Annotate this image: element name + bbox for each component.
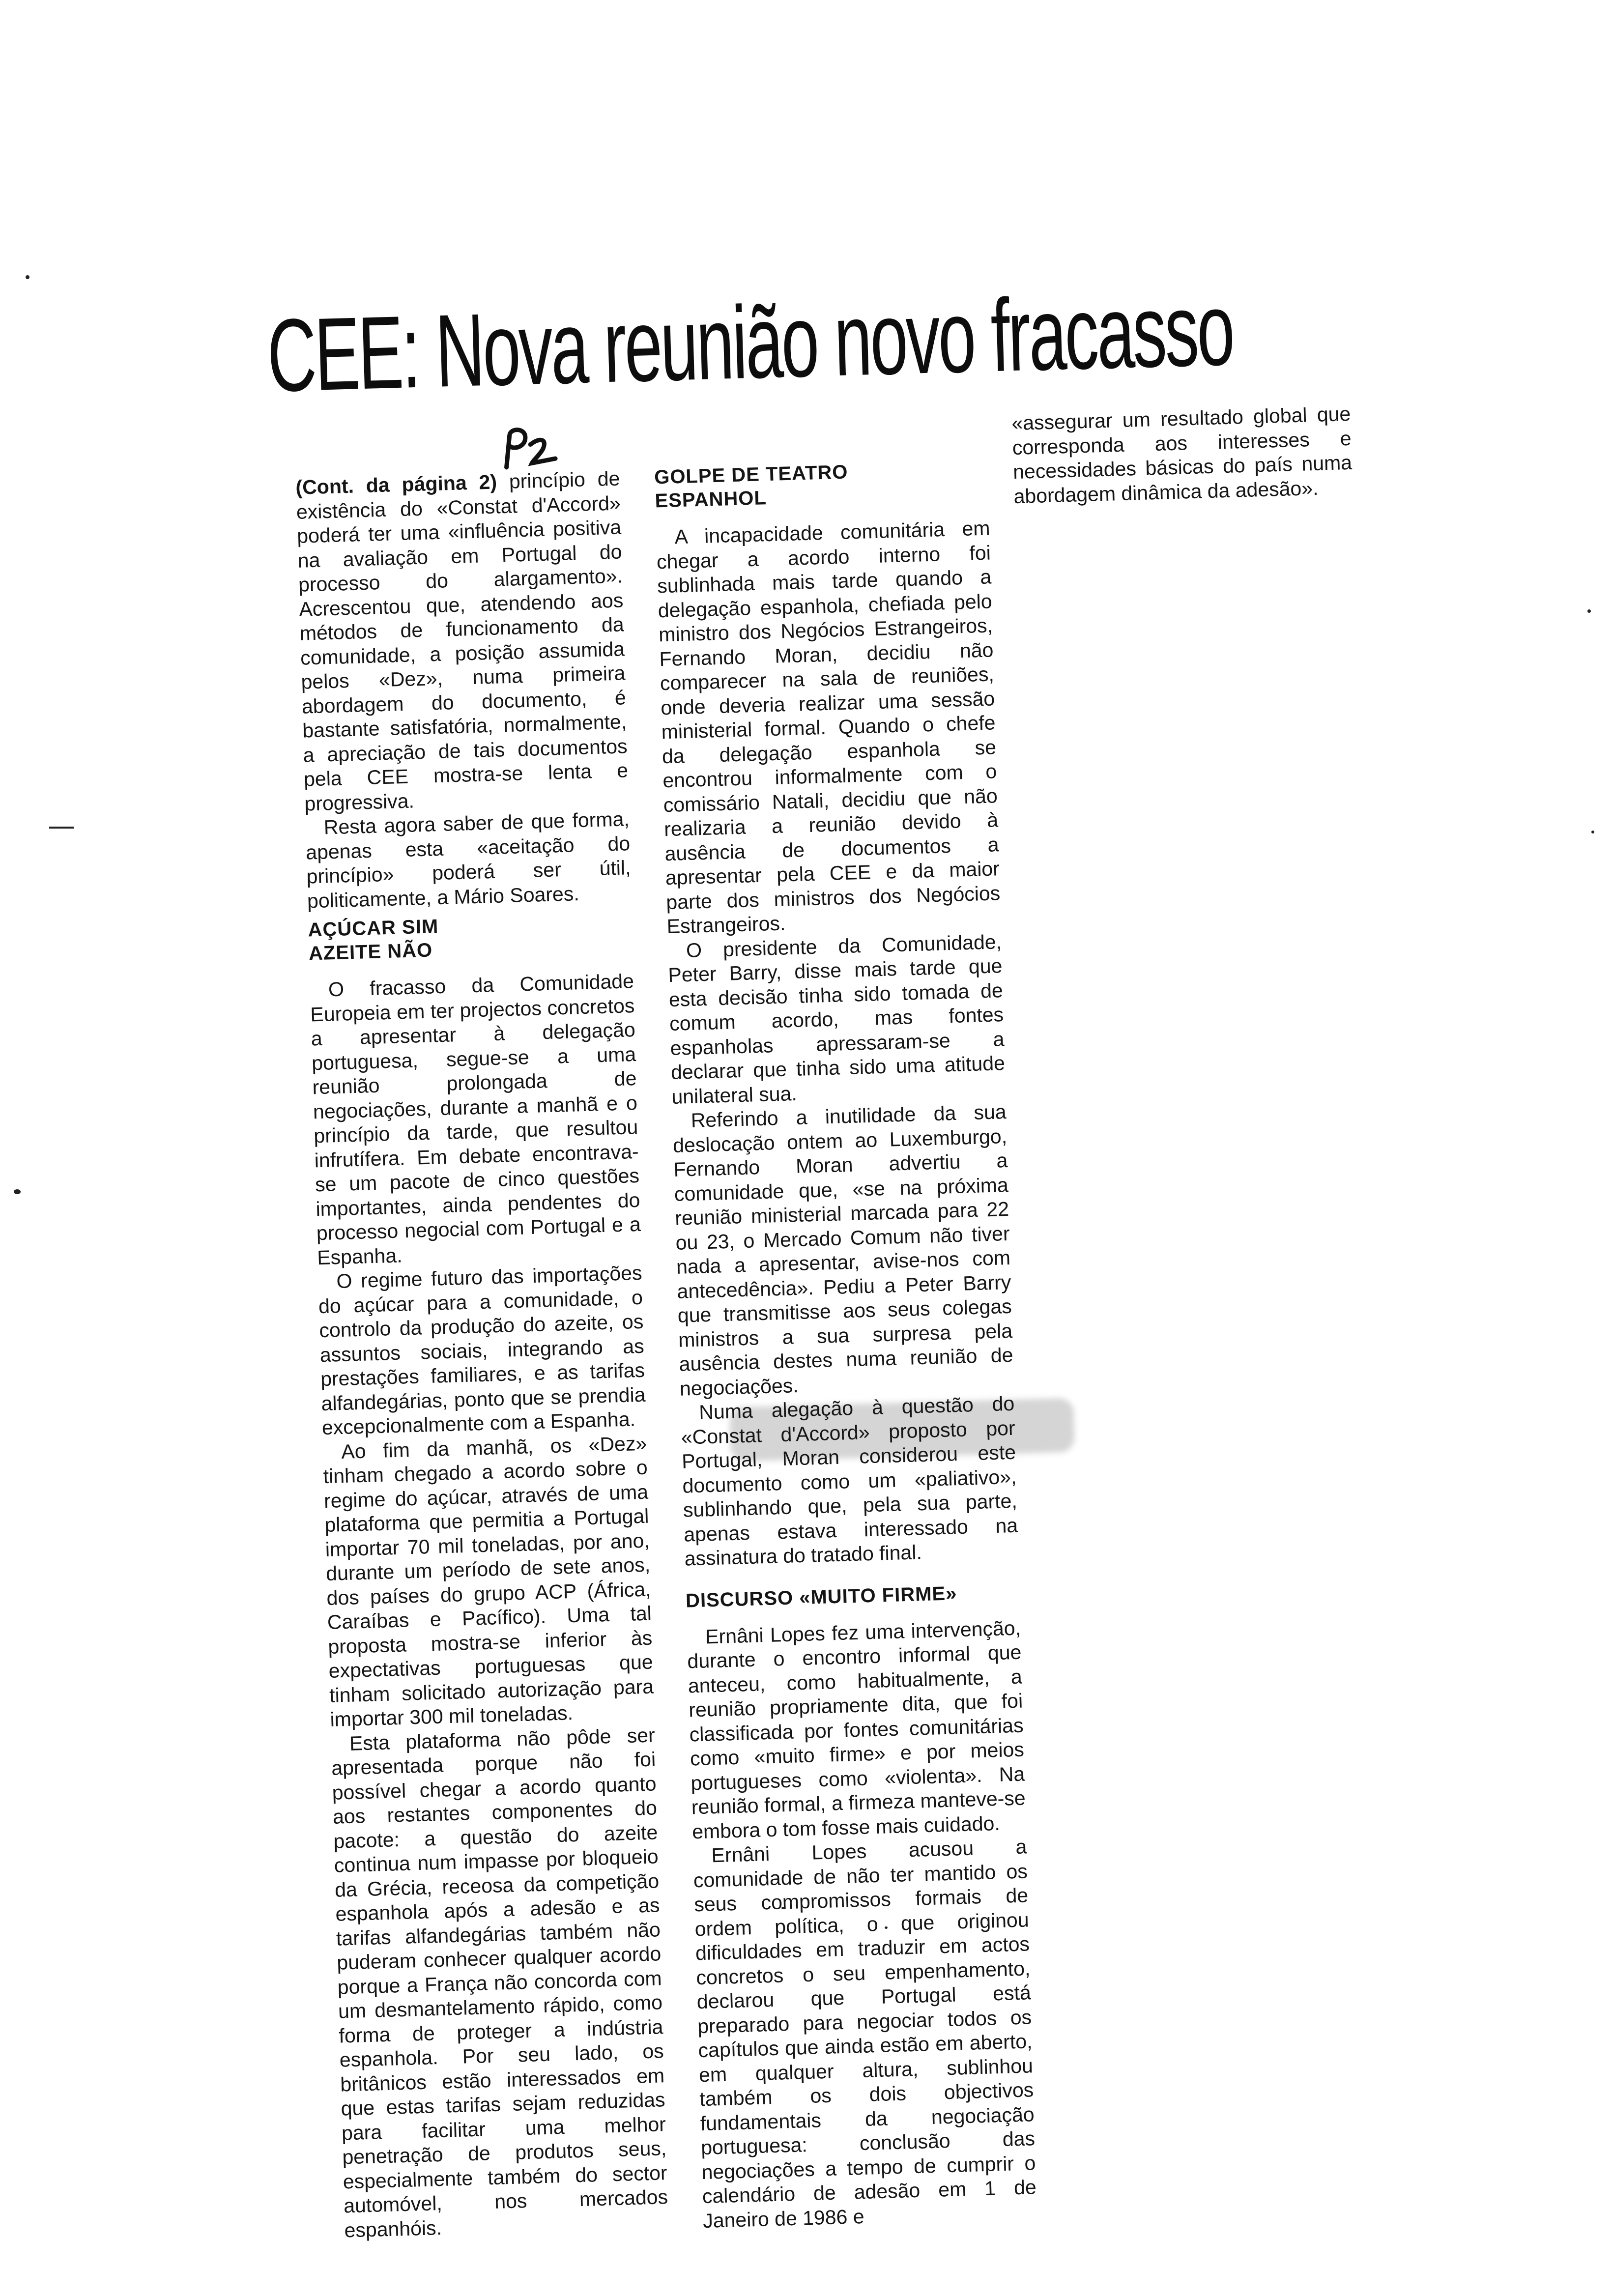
margin-dash <box>49 827 74 829</box>
scan-speck <box>26 275 29 279</box>
subhead-line: DISCURSO «MUITO FIRME» <box>685 1582 957 1612</box>
continuation-label: (Cont. da página 2) <box>295 470 497 499</box>
headline: CEE: Nova reunião novo fracasso <box>265 271 1235 414</box>
paragraph: Numa alegação à questão do «Constat d'Accord» proposto por Portugal, Moran considerou este documento como um «paliativo», sublinhando que, pela sua parte, apenas estava interessado na assinatura do tratado final. <box>681 1392 1018 1570</box>
section-subhead <box>685 1579 1020 1612</box>
paragraph: «assegurar um resultado global que corresponda aos interesses e necessidades básicas do país numa abordagem dinâmica da adesão». <box>1011 402 1353 508</box>
paragraph: Resta agora saber de que forma, apenas esta «aceitação do princípio» poderá ser útil, politicamente, a Mário Soares. <box>305 807 632 913</box>
section-subhead <box>308 909 633 965</box>
paragraph: Ernâni Lopes acusou a comunidade de não ter mantido os seus compromissos formais de ordem política, o que originou dificuldades em traduzir em actos concretos o seu empenhamento, declarou que Portugal está preparado para negociar todos os capítulos que ainda estão em aberto, em qualquer altura, sublinhou também os dois objectivos fundamentais da negociação portuguesa: conclusão das negociações a tempo de cumprir o calendário de adesão em 1 de Janeiro de 1986 e <box>693 1835 1037 2232</box>
paragraph-text: princípio de existência do «Constat d'Accord» poderá ter uma «influência positiva na avaliação em Portugal do processo do alargamento». Acrescentou que, atendendo aos métodos de funcionamento da comunidade, a posição assumida pelos «Dez», numa primeira abordagem do documento, é bastante satisfatória, normalmente, a apreciação de tais documentos pela CEE mostra-se lenta e progressiva. <box>296 467 629 815</box>
section-subhead <box>654 457 989 513</box>
paragraph: Referindo a inutilidade da sua deslocação ontem ao Luxemburgo, Fernando Moran advertiu a comunidade que, «se na próxima reunião ministerial marcada para 22 ou 23, o Mercado Comum não tiver nada a apresentar, avise-nos com antecedência». Pediu a Peter Barry que transmitisse aos seus colegas ministros a sua surpresa pela ausência destes numa reunião de negociações. <box>672 1100 1014 1400</box>
article-column-2 <box>654 457 1037 2234</box>
article-column-3 <box>1011 402 1353 509</box>
subhead-line: AZEITE NÃO <box>308 939 433 965</box>
paragraph: Esta plataforma não pôde ser apresentada porque não foi possível chegar a acordo quanto aos restantes componentes do pacote: a questão do azeite continua num impasse por bloqueio da Grécia, receosa da competição espanhola após a adesão e as tarifas alfandegárias também não puderam conhecer qualquer acordo porque a França não concorda com um desmantelamento rápido, como forma de proteger a indústria espanhola. Por seu lado, os britânicos estão interessados em que estas tarifas sejam reduzidas para facilitar uma melhor penetração de produtos seus, especialmente também do sector automóvel, nos mercados espanhóis. <box>331 1723 668 2241</box>
scan-speck <box>1587 609 1591 613</box>
paragraph <box>295 466 629 816</box>
paragraph: Ao fim da manhã, os «Dez» tinham chegado a acordo sobre o regime do açúcar, através de uma plataforma que permitia a Portugal importar 70 mil toneladas, por ano, durante um período de sete anos, dos países do grupo ACP (África, Caraíbas e Pacífico). Uma tal proposta mostra-se inferior às expectativas portuguesas que tinham solicitado autorização para importar 300 mil toneladas. <box>323 1432 654 1731</box>
subhead-line: ESPANHOL <box>654 487 767 512</box>
paragraph: O presidente da Comunidade, Peter Barry, disse mais tarde que esta decisão tinha sido tomada de comum acordo, mas fontes espanholas apressaram-se a declarar que tinha sido uma atitude unilateral sua. <box>667 930 1006 1108</box>
newspaper-clipping <box>256 254 1408 2241</box>
paragraph: O regime futuro das importações do açúcar para a comunidade, o controlo da produção do azeite, os assuntos sociais, integrando as prestações familiares, e as tarifas alfandegárias, ponto que se prendia excepcionalmente com a Espanha. <box>318 1261 646 1439</box>
handwritten-annotation <box>495 424 566 475</box>
scan-speck <box>14 1189 21 1194</box>
paragraph: A incapacidade comunitária em chegar a acordo interno foi sublinhada mais tarde quando a delegação espanhola, chefiada pelo ministro dos Negócios Estrangeiros, Fernando Moran, decidiu não comparecer na sala de reuniões, onde deveria realizar uma sessão ministerial formal. Quando o chefe da delegação espanhola se encontrou informalmente com o comissário Natali, decidiu que não realizaria a reunião devido à ausência de documentos a apresentar pela CEE e da maior parte dos ministros dos Negócios Estrangeiros. <box>656 517 1001 938</box>
subhead-line: AÇÚCAR SIM <box>308 916 439 941</box>
scan-speck <box>1591 831 1594 833</box>
subhead-line: GOLPE DE TEATRO <box>654 461 848 488</box>
paragraph: O fracasso da Comunidade Europeia em ter projectos concretos a apresentar à delegação portuguesa, segue-se a uma reunião prolongada de negociações, durante a manhã e o princípio da tarde, que resultou infrutífera. Em debate encontrava-se um pacote de cinco questões importantes, ainda pendentes do processo negocial com Portugal e a Espanha. <box>310 970 641 1269</box>
article-column-1 <box>295 466 669 2242</box>
paragraph: Ernâni Lopes fez uma intervenção, durante o encontro informal que anteceu, como habitualmente, a reunião propriamente dita, que foi classificada por fontes comunitárias como «muito firme» e por meios portugueses como «violenta». Na reunião formal, a firmeza manteve-se embora o tom fosse mais cuidado. <box>687 1616 1026 1843</box>
